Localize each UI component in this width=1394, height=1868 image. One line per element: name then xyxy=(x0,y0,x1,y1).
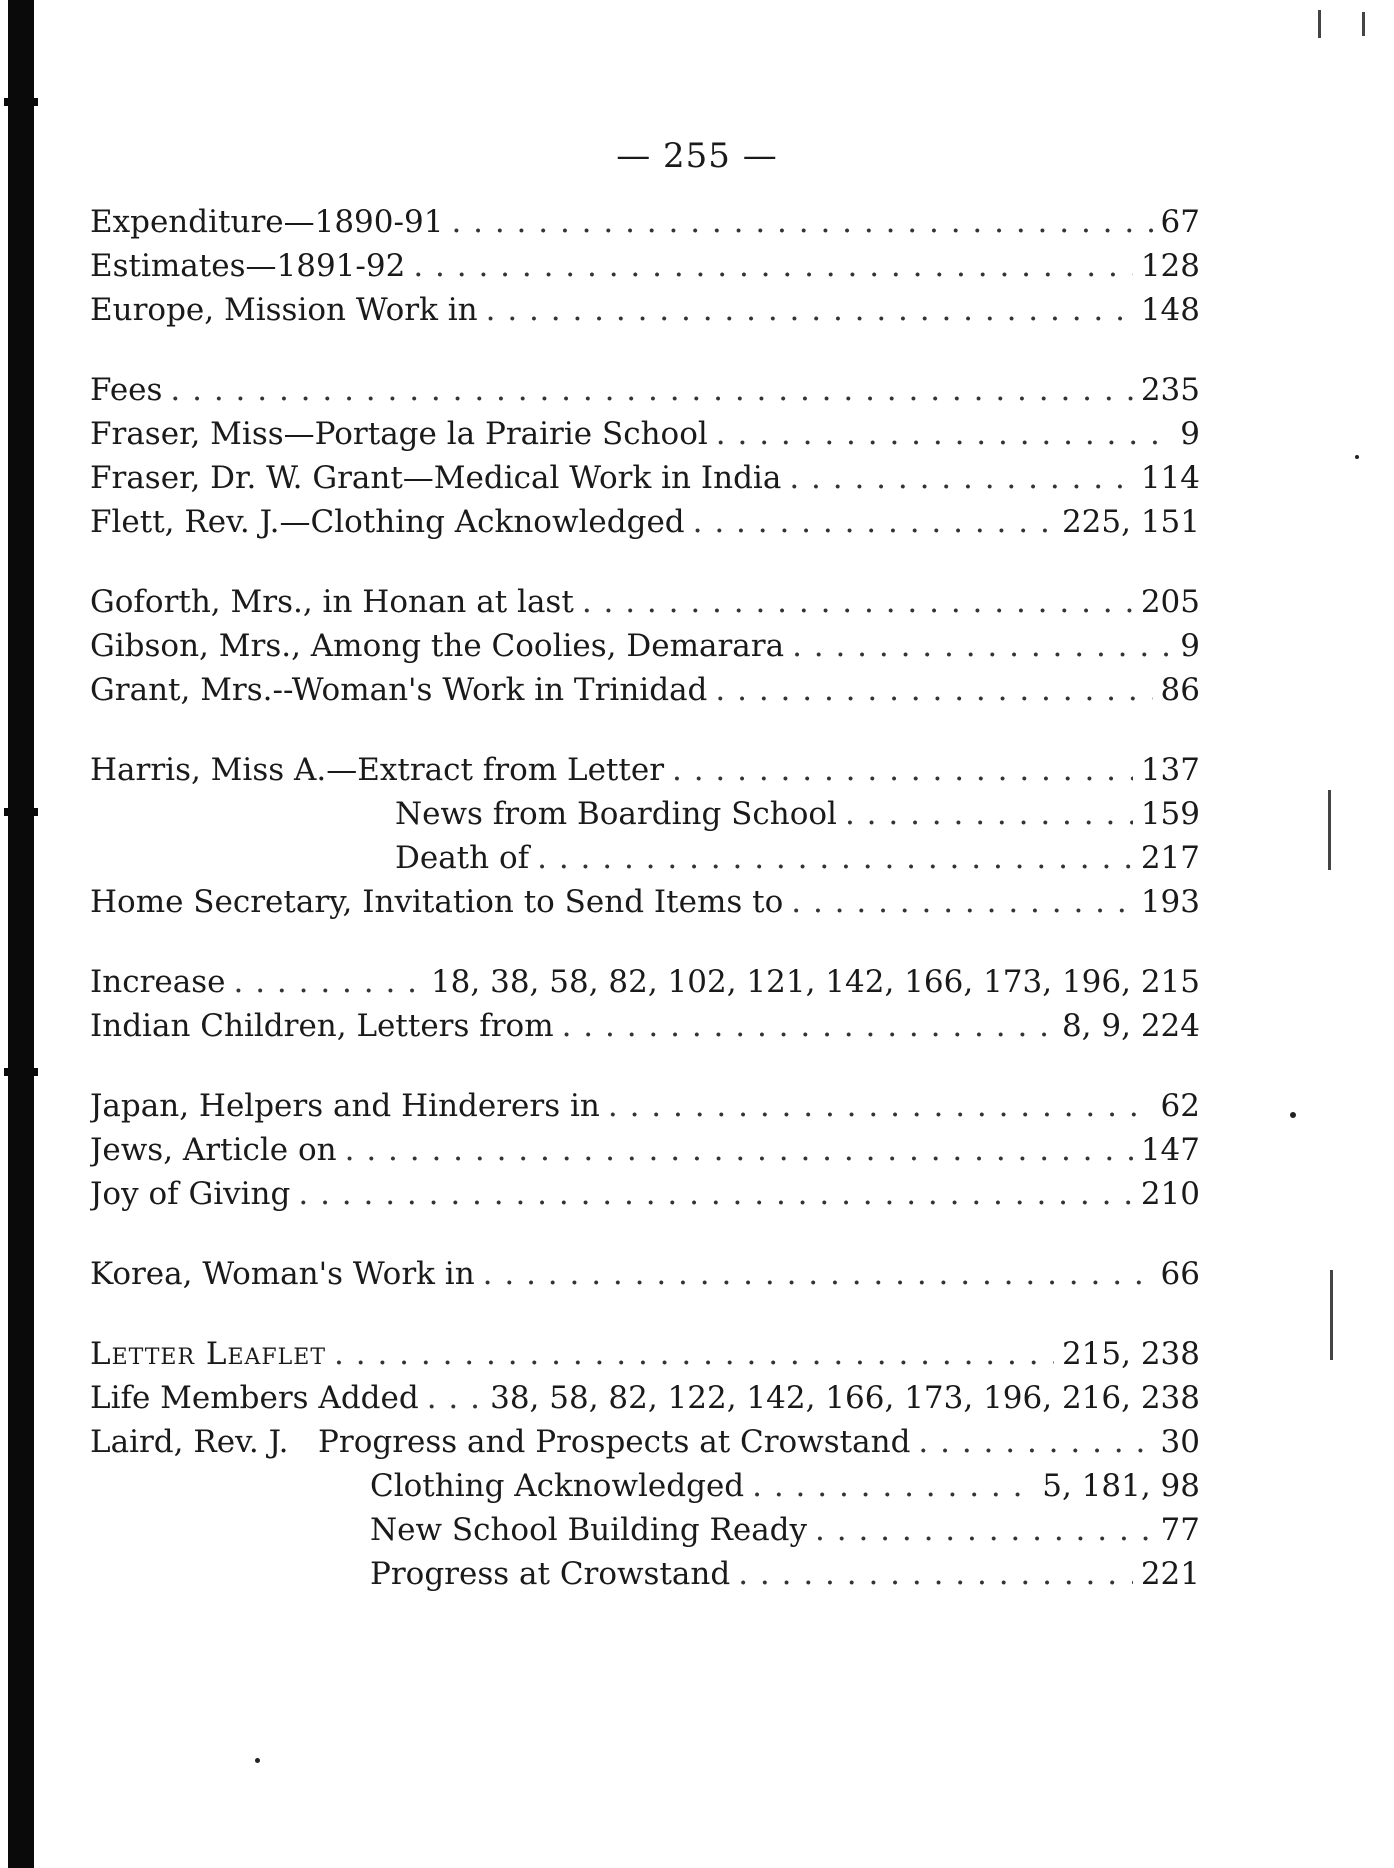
entry-text: Estimates—1891-92 xyxy=(90,248,413,284)
entry-pages: 217 xyxy=(1133,836,1200,880)
entry-text xyxy=(90,1424,918,1460)
index-subentry xyxy=(90,1552,1200,1596)
index-group-g xyxy=(90,580,1200,712)
index-entry xyxy=(90,624,1200,668)
index-entry xyxy=(90,1084,1200,1128)
index-group-e xyxy=(90,200,1200,332)
entry-text: Goforth, Mrs., in Honan at last xyxy=(90,584,582,620)
entry-pages: 5, 181, 98 xyxy=(1034,1464,1200,1508)
entry-text: Letter Leaflet xyxy=(90,1336,334,1372)
index-entry xyxy=(90,668,1200,712)
entry-text: New School Building Ready xyxy=(370,1512,815,1548)
entry-text: Harris, Miss A.—Extract from Letter xyxy=(90,752,672,788)
index-group-j xyxy=(90,1084,1200,1216)
dot-leader xyxy=(90,624,1200,668)
index-entry xyxy=(90,456,1200,500)
entry-pages: 9 xyxy=(1172,412,1200,456)
entry-text: Fraser, Dr. W. Grant—Medical Work in India xyxy=(90,460,789,496)
spine-notch xyxy=(4,808,38,816)
dot-leader xyxy=(90,1508,1200,1552)
scan-edge-mark xyxy=(1318,10,1321,38)
index-entry xyxy=(90,1172,1200,1216)
index-subentry xyxy=(90,792,1200,836)
index-list xyxy=(90,200,1200,1632)
scan-edge-mark xyxy=(1362,12,1365,36)
scan-speck xyxy=(1290,1112,1296,1118)
dot-leader xyxy=(90,1332,1200,1376)
entry-pages: 8, 9, 224 xyxy=(1054,1004,1200,1048)
entry-text: News from Boarding School xyxy=(395,796,845,832)
index-subentry xyxy=(90,1464,1200,1508)
entry-pages: 137 xyxy=(1133,748,1200,792)
dot-leader xyxy=(90,836,1200,880)
entry-text: Death of xyxy=(395,840,537,876)
dot-leader xyxy=(90,288,1200,332)
index-subentry xyxy=(90,1508,1200,1552)
dot-leader xyxy=(90,412,1200,456)
dot-leader xyxy=(90,1128,1200,1172)
entry-text: Jews, Article on xyxy=(90,1132,345,1168)
entry-pages: 67 xyxy=(1153,200,1200,244)
entry-text: Joy of Giving xyxy=(90,1176,298,1212)
entry-text: Clothing Acknowledged xyxy=(370,1468,752,1504)
entry-text: Life Members Added xyxy=(90,1380,427,1416)
entry-text: Korea, Woman's Work in xyxy=(90,1256,483,1292)
entry-pages: 147 xyxy=(1133,1128,1200,1172)
entry-pages: 128 xyxy=(1133,244,1200,288)
entry-pages: 66 xyxy=(1153,1252,1200,1296)
index-group-k xyxy=(90,1252,1200,1296)
entry-text: Europe, Mission Work in xyxy=(90,292,486,328)
entry-text: Progress at Crowstand xyxy=(370,1556,738,1592)
page-number: — 255 — xyxy=(616,136,778,176)
entry-pages: 225, 151 xyxy=(1054,500,1200,544)
index-entry xyxy=(90,200,1200,244)
spine-notch xyxy=(4,98,38,106)
entry-text: Increase xyxy=(90,964,233,1000)
entry-subtext: Progress and Prospects at Crowstand xyxy=(318,1424,911,1460)
dot-leader xyxy=(90,1004,1200,1048)
dot-leader xyxy=(90,668,1200,712)
index-entry xyxy=(90,1128,1200,1172)
book-spine-shadow xyxy=(8,0,34,1868)
dot-leader xyxy=(90,200,1200,244)
entry-pages: 30 xyxy=(1153,1420,1200,1464)
entry-pages: 205 xyxy=(1133,580,1200,624)
entry-pages: 210 xyxy=(1133,1172,1200,1216)
entry-pages: 38, 58, 82, 122, 142, 166, 173, 196, 216, 238 xyxy=(482,1376,1200,1420)
entry-pages: 148 xyxy=(1133,288,1200,332)
index-group-h xyxy=(90,748,1200,924)
index-entry xyxy=(90,368,1200,412)
scan-edge-mark xyxy=(1330,1270,1333,1360)
dot-leader xyxy=(90,368,1200,412)
index-entry xyxy=(90,412,1200,456)
index-entry xyxy=(90,580,1200,624)
dot-leader xyxy=(90,792,1200,836)
index-entry xyxy=(90,748,1200,792)
entry-pages: 62 xyxy=(1153,1084,1200,1128)
index-entry xyxy=(90,1252,1200,1296)
entry-pages: 221 xyxy=(1133,1552,1200,1596)
entry-pages: 215, 238 xyxy=(1054,1332,1200,1376)
index-entry xyxy=(90,244,1200,288)
entry-text: Grant, Mrs.--Woman's Work in Trinidad xyxy=(90,672,715,708)
index-entry xyxy=(90,500,1200,544)
entry-text: Gibson, Mrs., Among the Coolies, Demarara xyxy=(90,628,792,664)
dot-leader xyxy=(90,1420,1200,1464)
scan-speck xyxy=(255,1758,260,1763)
index-group-f xyxy=(90,368,1200,544)
dot-leader xyxy=(90,1552,1200,1596)
index-group-l xyxy=(90,1332,1200,1596)
entry-name: Laird, Rev. J. xyxy=(90,1424,289,1460)
dot-leader xyxy=(90,1252,1200,1296)
index-entry xyxy=(90,1420,1200,1464)
spine-notch xyxy=(4,1068,38,1076)
entry-text: Fees xyxy=(90,372,170,408)
dot-leader xyxy=(90,456,1200,500)
index-entry xyxy=(90,880,1200,924)
entry-pages: 193 xyxy=(1133,880,1200,924)
index-group-i xyxy=(90,960,1200,1048)
index-entry xyxy=(90,288,1200,332)
dot-leader xyxy=(90,244,1200,288)
entry-pages: 235 xyxy=(1133,368,1200,412)
index-entry xyxy=(90,1376,1200,1420)
entry-pages: 86 xyxy=(1153,668,1200,712)
entry-text: Expenditure—1890-91 xyxy=(90,204,451,240)
entry-text: Japan, Helpers and Hinderers in xyxy=(90,1088,608,1124)
dot-leader xyxy=(90,500,1200,544)
dot-leader xyxy=(90,748,1200,792)
entry-text: Flett, Rev. J.—Clothing Acknowledged xyxy=(90,504,693,540)
entry-pages: 9 xyxy=(1172,624,1200,668)
entry-pages: 18, 38, 58, 82, 102, 121, 142, 166, 173, 196, 215 xyxy=(423,960,1200,1004)
index-entry xyxy=(90,1332,1200,1376)
entry-pages: 114 xyxy=(1133,456,1200,500)
dot-leader xyxy=(90,1172,1200,1216)
dot-leader xyxy=(90,1084,1200,1128)
entry-text: Fraser, Miss—Portage la Prairie School xyxy=(90,416,716,452)
index-subentry xyxy=(90,836,1200,880)
index-entry xyxy=(90,960,1200,1004)
entry-pages: 77 xyxy=(1153,1508,1200,1552)
index-entry xyxy=(90,1004,1200,1048)
entry-text: Indian Children, Letters from xyxy=(90,1008,562,1044)
entry-pages: 159 xyxy=(1133,792,1200,836)
dot-leader xyxy=(90,580,1200,624)
scan-edge-mark xyxy=(1328,790,1331,870)
scan-speck xyxy=(1355,455,1359,459)
dot-leader xyxy=(90,880,1200,924)
entry-text: Home Secretary, Invitation to Send Items to xyxy=(90,884,791,920)
